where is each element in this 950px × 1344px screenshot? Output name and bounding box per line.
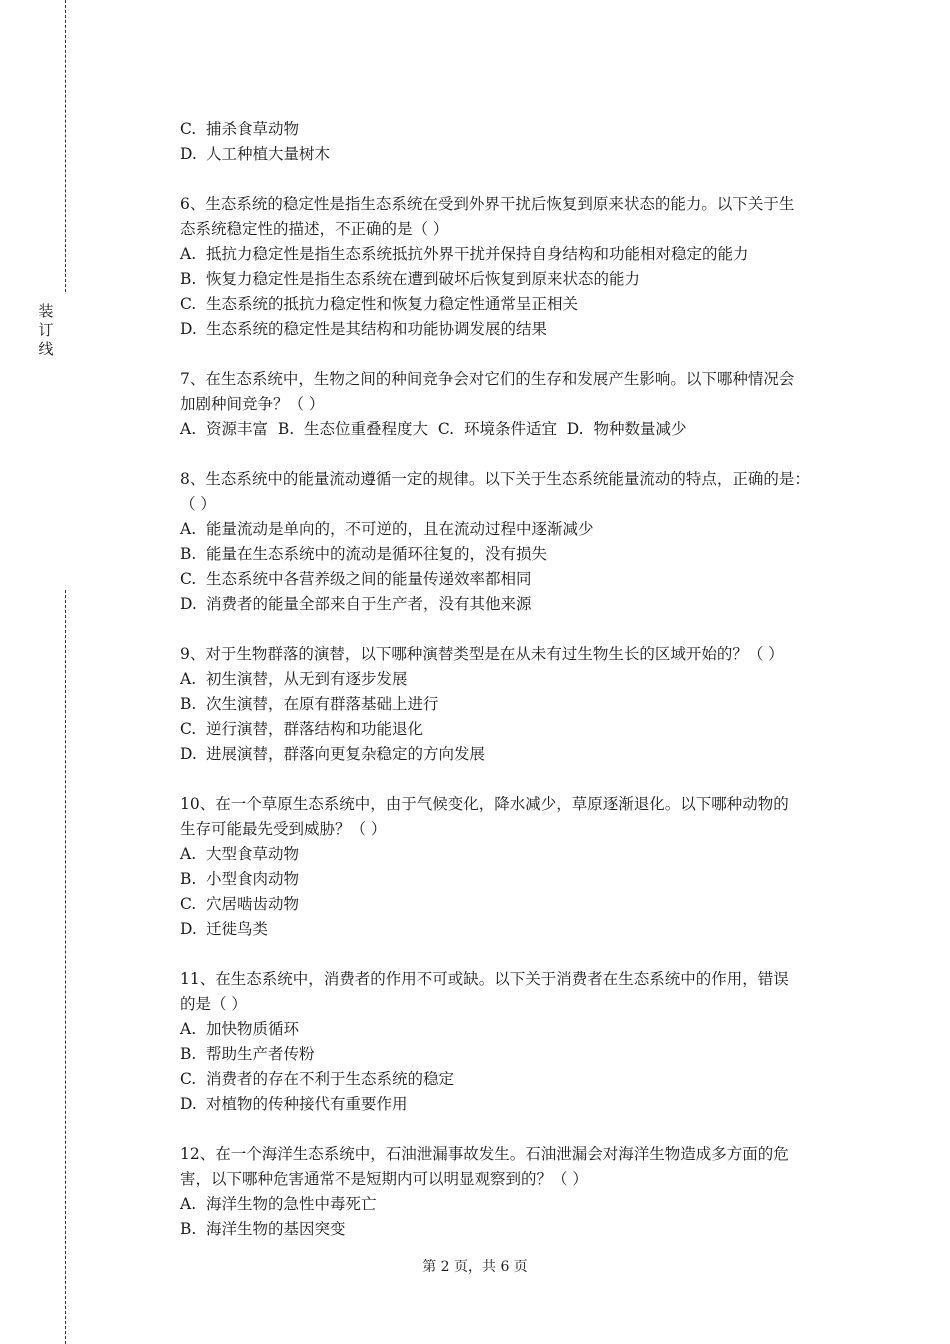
option-c: C. 逆行演替，群落结构和功能退化 bbox=[180, 720, 424, 738]
option-b: B. 恢复力稳定性是指生态系统在遭到破坏后恢复到原来状态的能力 bbox=[180, 270, 641, 288]
option-c: C. 生态系统中各营养级之间的能量传递效率都相同 bbox=[180, 570, 532, 588]
binding-label bbox=[36, 302, 56, 359]
question-6 bbox=[180, 192, 852, 342]
question-stem: 10、在一个草原生态系统中，由于气候变化，降水减少，草原逐渐退化。以下哪种动物的 bbox=[180, 795, 789, 813]
question-stem: 9、对于生物群落的演替，以下哪种演替类型是在从未有过生物生长的区域开始的？（ ） bbox=[180, 645, 784, 663]
option-a: A. 抵抗力稳定性是指生态系统抵抗外界干扰并保持自身结构和功能相对稳定的能力 bbox=[180, 245, 749, 263]
option-a: A. 海洋生物的急性中毒死亡 bbox=[180, 1195, 377, 1213]
option-d: D. 消费者的能量全部来自于生产者，没有其他来源 bbox=[180, 595, 532, 613]
question-stem: 加剧种间竞争？（ ） bbox=[180, 395, 325, 413]
question-stem: 6、生态系统的稳定性是指生态系统在受到外界干扰后恢复到原来状态的能力。以下关于生 bbox=[180, 195, 795, 213]
option-b: B. 小型食肉动物 bbox=[180, 870, 300, 888]
option-a: A. 能量流动是单向的，不可逆的，且在流动过程中逐渐减少 bbox=[180, 520, 594, 538]
question-7 bbox=[180, 367, 852, 442]
question-stem: 7、在生态系统中，生物之间的种间竞争会对它们的生存和发展产生影响。以下哪种情况会 bbox=[180, 370, 795, 388]
question-10 bbox=[180, 792, 852, 942]
question-stem: 8、生态系统中的能量流动遵循一定的规律。以下关于生态系统能量流动的特点，正确的是： bbox=[180, 470, 810, 488]
question-9 bbox=[180, 642, 852, 767]
binding-char: 装 bbox=[38, 302, 54, 320]
option-b: B. 能量在生态系统中的流动是循环往复的，没有损失 bbox=[180, 545, 548, 563]
option-b: B. 次生演替，在原有群落基础上进行 bbox=[180, 695, 439, 713]
question-11 bbox=[180, 967, 852, 1117]
exam-content bbox=[180, 117, 852, 1267]
question-5-continued bbox=[180, 117, 852, 167]
option-c: C. 生态系统的抵抗力稳定性和恢复力稳定性通常呈正相关 bbox=[180, 295, 579, 313]
option-a: A. 加快物质循环 bbox=[180, 1020, 300, 1038]
inline-options: A. 资源丰富 B. 生态位重叠程度大 C. 环境条件适宜 D. 物种数量减少 bbox=[180, 420, 687, 438]
binding-dashed-line-bottom bbox=[65, 590, 66, 1344]
option-d: D. 人工种植大量树木 bbox=[180, 145, 331, 163]
option-c: C. 消费者的存在不利于生态系统的稳定 bbox=[180, 1070, 455, 1088]
option-a: A. 初生演替，从无到有逐步发展 bbox=[180, 670, 408, 688]
question-12 bbox=[180, 1142, 852, 1242]
option-d: D. 进展演替，群落向更复杂稳定的方向发展 bbox=[180, 745, 486, 763]
option-b: B. 帮助生产者传粉 bbox=[180, 1045, 315, 1063]
binding-char: 线 bbox=[38, 340, 54, 358]
option-d: D. 迁徙鸟类 bbox=[180, 920, 269, 938]
option-d: D. 生态系统的稳定性是其结构和功能协调发展的结果 bbox=[180, 320, 548, 338]
question-stem: 的是（ ） bbox=[180, 995, 247, 1013]
question-8 bbox=[180, 467, 852, 617]
question-stem: （ ） bbox=[180, 495, 216, 513]
option-a: A. 大型食草动物 bbox=[180, 845, 300, 863]
question-stem: 11、在生态系统中，消费者的作用不可或缺。以下关于消费者在生态系统中的作用，错误 bbox=[180, 970, 789, 988]
page-number-footer: 第 2 页，共 6 页 bbox=[422, 1259, 528, 1275]
option-b: B. 海洋生物的基因突变 bbox=[180, 1220, 346, 1238]
option-c: C. 捕杀食草动物 bbox=[180, 120, 300, 138]
question-stem: 12、在一个海洋生态系统中，石油泄漏事故发生。石油泄漏会对海洋生物造成多方面的危 bbox=[180, 1145, 789, 1163]
question-stem: 生存可能最先受到威胁？（ ） bbox=[180, 820, 387, 838]
binding-char: 订 bbox=[38, 321, 54, 339]
binding-dashed-line-top bbox=[65, 0, 66, 292]
option-c: C. 穴居啮齿动物 bbox=[180, 895, 300, 913]
option-d: D. 对植物的传种接代有重要作用 bbox=[180, 1095, 408, 1113]
question-stem: 害，以下哪种危害通常不是短期内可以明显观察到的？（ ） bbox=[180, 1170, 588, 1188]
question-stem: 态系统稳定性的描述，不正确的是（ ） bbox=[180, 220, 449, 238]
